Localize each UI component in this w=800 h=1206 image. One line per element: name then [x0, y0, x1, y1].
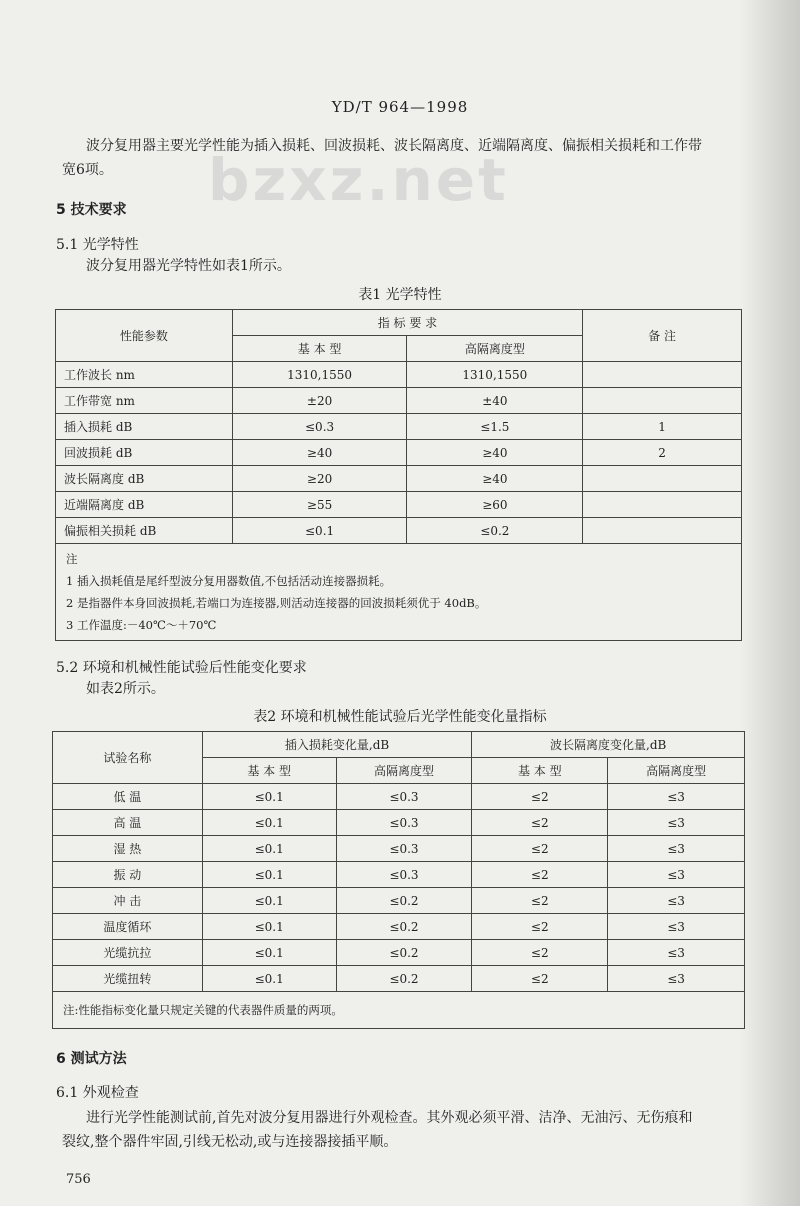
table2-header-name: 试验名称	[53, 732, 203, 784]
section-6-1-line-2: 裂纹,整个器件牢固,引线无松动,或与连接器接插平顺。	[62, 1134, 398, 1150]
table2-cell-wi-basic: ≤2	[472, 940, 608, 966]
table-row	[53, 836, 745, 862]
table1-cell-basic: ≥40	[232, 440, 407, 466]
table1-cell-remark: 1	[583, 414, 742, 440]
table-row	[53, 810, 745, 836]
table2-cell-wi-high: ≤3	[608, 940, 745, 966]
table-row	[56, 440, 742, 466]
table1-header-remark: 备 注	[583, 310, 742, 362]
table2-header-basic: 基 本 型	[202, 758, 336, 784]
table1-cell-param: 插入损耗 dB	[56, 414, 233, 440]
table1-cell-high: ≥60	[407, 492, 583, 518]
table2-cell-il-high: ≤0.2	[336, 914, 472, 940]
table1-cell-basic: ±20	[232, 388, 407, 414]
section-5-title: 5 技术要求	[56, 202, 127, 218]
intro-line-2: 宽6项。	[62, 162, 113, 178]
table1-header-basic: 基 本 型	[232, 336, 407, 362]
page-header: YD/T 964—1998	[331, 98, 469, 116]
table2-header-basic: 基 本 型	[472, 758, 608, 784]
table1-cell-high: 1310,1550	[407, 362, 583, 388]
table1-cell-param: 回波损耗 dB	[56, 440, 233, 466]
table-row	[53, 966, 745, 992]
table-row	[56, 414, 742, 440]
table1-note-2: 2 是指器件本身回波损耗,若端口为连接器,则活动连接器的回波损耗须优于 40dB。	[66, 596, 487, 610]
table1-cell-remark	[583, 466, 742, 492]
table-row	[56, 466, 742, 492]
table1-header-high: 高隔离度型	[407, 336, 583, 362]
table1-cell-high: ≤0.2	[407, 518, 583, 544]
table2-cell-il-high: ≤0.3	[336, 836, 472, 862]
table-row	[56, 492, 742, 518]
table2-cell-il-high: ≤0.2	[336, 888, 472, 914]
table2-cell-wi-high: ≤3	[608, 862, 745, 888]
table2-cell-name: 振 动	[53, 862, 203, 888]
table2-cell-il-basic: ≤0.1	[202, 836, 336, 862]
table-row	[53, 914, 745, 940]
table1-cell-param: 偏振相关损耗 dB	[56, 518, 233, 544]
table2	[52, 731, 745, 1029]
table1-cell-basic: ≥55	[232, 492, 407, 518]
table2-cell-il-basic: ≤0.1	[202, 940, 336, 966]
table1-cell-high: ±40	[407, 388, 583, 414]
table1-cell-remark: 2	[583, 440, 742, 466]
table1-caption: 表1 光学特性	[358, 287, 442, 303]
table2-cell-wi-basic: ≤2	[472, 784, 608, 810]
page-number: 756	[66, 1172, 91, 1187]
table-row	[53, 888, 745, 914]
table2-cell-name: 高 温	[53, 810, 203, 836]
table1-cell-param: 工作带宽 nm	[56, 388, 233, 414]
watermark: bzxz.net	[208, 146, 509, 214]
section-6-1-title: 6.1 外观检查	[56, 1085, 139, 1101]
table-row	[53, 940, 745, 966]
table2-cell-wi-high: ≤3	[608, 888, 745, 914]
section-5-2-text: 如表2所示。	[86, 681, 165, 697]
table2-cell-il-high: ≤0.3	[336, 784, 472, 810]
table2-header-high: 高隔离度型	[608, 758, 745, 784]
table2-cell-il-high: ≤0.2	[336, 966, 472, 992]
table2-header-high: 高隔离度型	[336, 758, 472, 784]
table2-cell-il-basic: ≤0.1	[202, 888, 336, 914]
table1-cell-remark	[583, 492, 742, 518]
table-row	[56, 388, 742, 414]
table2-cell-wi-basic: ≤2	[472, 836, 608, 862]
table2-cell-wi-basic: ≤2	[472, 914, 608, 940]
table2-cell-wi-basic: ≤2	[472, 862, 608, 888]
section-5-2-title: 5.2 环境和机械性能试验后性能变化要求	[56, 660, 307, 676]
table1-cell-remark	[583, 362, 742, 388]
table1-note-3: 3 工作温度:－40℃～＋70℃	[66, 618, 217, 632]
page-edge-shadow	[740, 0, 800, 1206]
table1-cell-param: 工作波长 nm	[56, 362, 233, 388]
table1-cell-basic: ≤0.1	[232, 518, 407, 544]
table2-cell-wi-basic: ≤2	[472, 888, 608, 914]
table1-cell-param: 近端隔离度 dB	[56, 492, 233, 518]
table2-cell-il-high: ≤0.3	[336, 810, 472, 836]
table2-cell-wi-basic: ≤2	[472, 966, 608, 992]
table2-cell-name: 冲 击	[53, 888, 203, 914]
table-row	[56, 362, 742, 388]
table2-cell-il-basic: ≤0.1	[202, 966, 336, 992]
table-row	[53, 784, 745, 810]
table2-cell-name: 温度循环	[53, 914, 203, 940]
section-5-1-text: 波分复用器光学特性如表1所示。	[86, 258, 291, 274]
table1-cell-basic: 1310,1550	[232, 362, 407, 388]
table2-cell-name: 低 温	[53, 784, 203, 810]
table1	[55, 309, 742, 641]
table2-cell-il-basic: ≤0.1	[202, 862, 336, 888]
section-6-1-line-1: 进行光学性能测试前,首先对波分复用器进行外观检查。其外观必须平滑、洁净、无油污、无伤痕和	[86, 1110, 693, 1126]
table1-cell-basic: ≥20	[232, 466, 407, 492]
table2-cell-wi-high: ≤3	[608, 966, 745, 992]
table-row	[53, 862, 745, 888]
table1-note-1: 1 插入损耗值是尾纤型波分复用器数值,不包括活动连接器损耗。	[66, 574, 392, 588]
table2-cell-wi-high: ≤3	[608, 836, 745, 862]
table2-cell-wi-high: ≤3	[608, 810, 745, 836]
table1-header-req: 指 标 要 求	[232, 310, 583, 336]
table2-cell-wi-high: ≤3	[608, 784, 745, 810]
table1-cell-high: ≤1.5	[407, 414, 583, 440]
table2-cell-wi-basic: ≤2	[472, 810, 608, 836]
section-5-1-title: 5.1 光学特性	[56, 237, 139, 253]
table2-cell-name: 湿 热	[53, 836, 203, 862]
intro-line-1: 波分复用器主要光学性能为插入损耗、回波损耗、波长隔离度、近端隔离度、偏振相关损耗和工作带	[86, 138, 702, 154]
table2-cell-name: 光缆扭转	[53, 966, 203, 992]
table1-cell-param: 波长隔离度 dB	[56, 466, 233, 492]
table2-caption: 表2 环境和机械性能试验后光学性能变化量指标	[253, 709, 547, 725]
table2-cell-name: 光缆抗拉	[53, 940, 203, 966]
table2-cell-il-basic: ≤0.1	[202, 810, 336, 836]
table2-note: 注:性能指标变化量只规定关键的代表器件质量的两项。	[53, 992, 745, 1029]
table1-cell-remark	[583, 518, 742, 544]
table2-cell-il-high: ≤0.2	[336, 940, 472, 966]
table2-cell-wi-high: ≤3	[608, 914, 745, 940]
table1-cell-high: ≥40	[407, 466, 583, 492]
table2-cell-il-basic: ≤0.1	[202, 914, 336, 940]
table-row	[56, 518, 742, 544]
table2-cell-il-high: ≤0.3	[336, 862, 472, 888]
table2-cell-il-basic: ≤0.1	[202, 784, 336, 810]
table1-cell-basic: ≤0.3	[232, 414, 407, 440]
section-6-title: 6 测试方法	[56, 1051, 127, 1067]
table2-header-wi: 波长隔离度变化量,dB	[472, 732, 745, 758]
table1-header-param: 性能参数	[56, 310, 233, 362]
table2-header-il: 插入损耗变化量,dB	[202, 732, 472, 758]
table1-note-heading: 注	[66, 552, 78, 566]
table1-cell-high: ≥40	[407, 440, 583, 466]
table1-notes	[56, 544, 742, 641]
table1-cell-remark	[583, 388, 742, 414]
